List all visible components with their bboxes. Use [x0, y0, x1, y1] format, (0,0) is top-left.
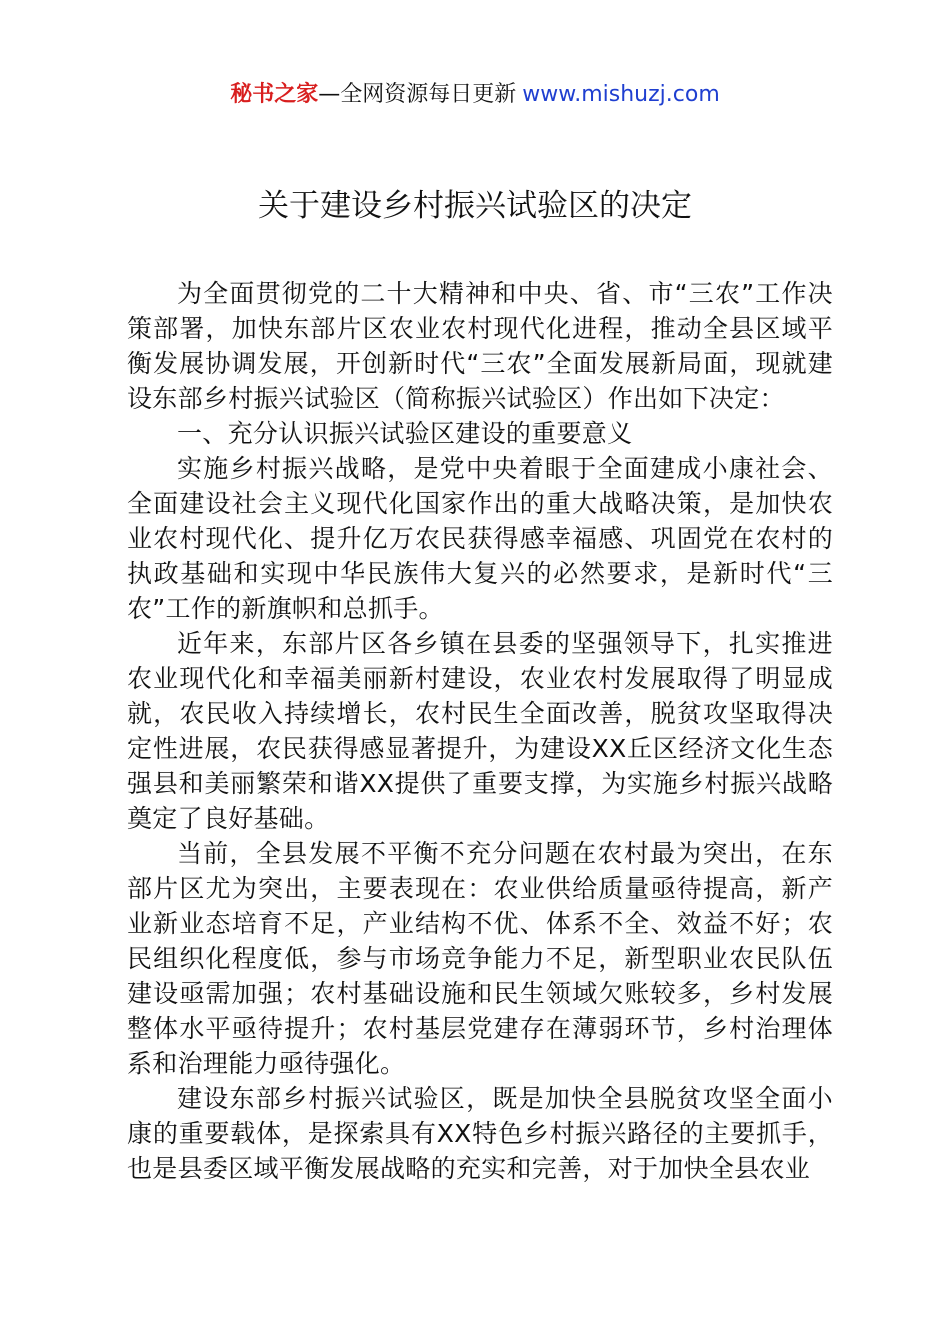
site-brand: 秘书之家 — [230, 82, 319, 107]
document-body — [127, 276, 833, 1186]
paragraph-strategy: 实施乡村振兴战略，是党中央着眼于全面建成小康社会、全面建设社会主义现代化国家作出的重大战略决策，是加快农业农村现代化、提升亿万农民获得感幸福感、巩固党在农村的执政基础和实现中华民族伟大复兴的必然要求，是新时代“三农”工作的新旗帜和总抓手。 — [127, 454, 833, 623]
site-header — [0, 80, 950, 110]
paragraph-current-issues: 当前，全县发展不平衡不充分问题在农村最为突出，在东部片区尤为突出，主要表现在：农业供给质量亟待提高，新产业新业态培育不足，产业结构不优、体系不全、效益不好；农民组织化程度低，参与市场竞争能力不足，新型职业农民队伍建设亟需加强；农村基础设施和民生领域欠账较多，乡村发展整体水平亟待提升；农村基层党建存在薄弱环节，乡村治理体系和治理能力亟待强化。 — [127, 839, 833, 1078]
site-url-link[interactable]: www.mishuzj.com — [522, 82, 720, 107]
paragraph-intro: 为全面贯彻党的二十大精神和中央、省、市“三农”工作决策部署，加快东部片区农业农村现代化进程，推动全县区域平衡发展协调发展，开创新时代“三农”全面发展新局面，现就建设东部乡村振兴试验区（简称振兴试验区）作出如下决定： — [127, 279, 833, 413]
document-title: 关于建设乡村振兴试验区的决定 — [258, 188, 692, 224]
paragraph-recent-years: 近年来，东部片区各乡镇在县委的坚强领导下，扎实推进农业现代化和幸福美丽新村建设，农业农村发展取得了明显成就，农民收入持续增长，农村民生全面改善，脱贫攻坚取得决定性进展，农民获得感显著提升，为建设XX丘区经济文化生态强县和美丽繁荣和谐XX提供了重要支撑，为实施乡村振兴战略奠定了良好基础。 — [127, 629, 833, 833]
site-tagline: —全网资源每日更新 — [318, 82, 517, 107]
section-heading-1: 一、充分认识振兴试验区建设的重要意义 — [177, 419, 633, 448]
paragraph-construction: 建设东部乡村振兴试验区，既是加快全县脱贫攻坚全面小康的重要载体，是探索具有XX特色乡村振兴路径的主要抓手，也是县委区域平衡发展战略的充实和完善，对于加快全县农业 — [127, 1084, 833, 1183]
